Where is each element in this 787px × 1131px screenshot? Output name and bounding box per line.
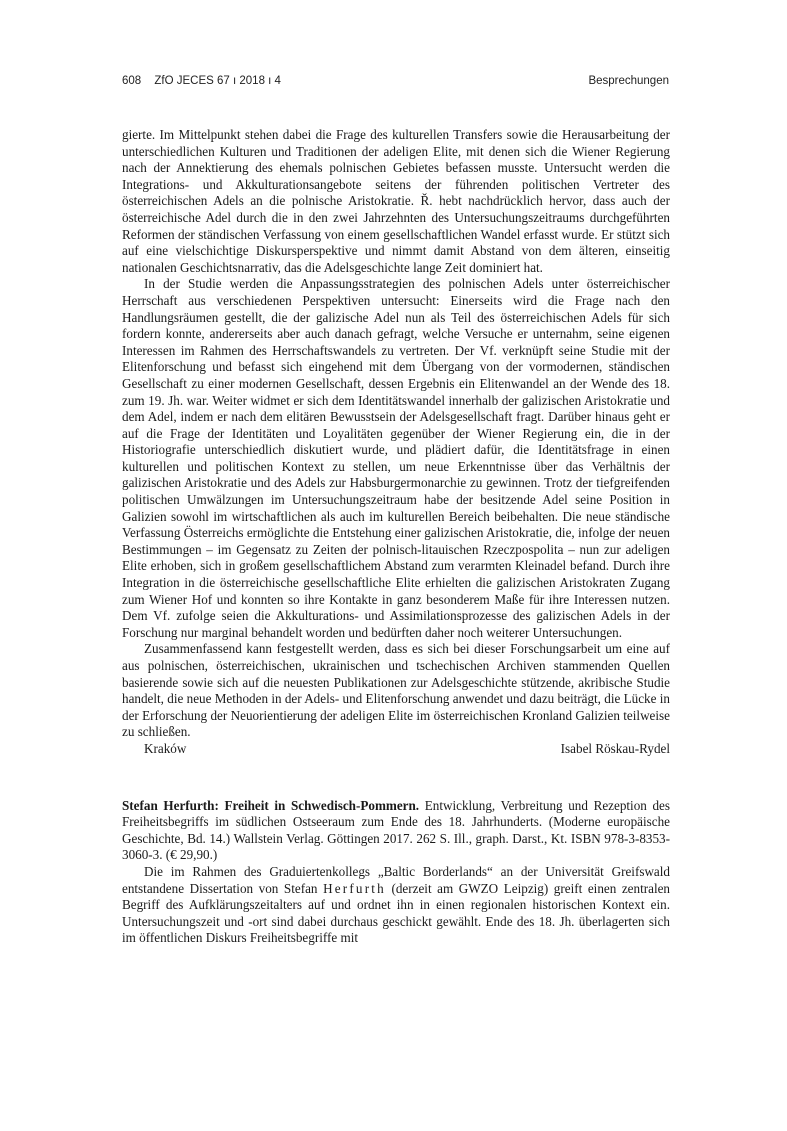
section-title: Besprechungen <box>588 75 669 87</box>
running-head <box>122 75 669 91</box>
paragraph-conclusion: Zusammenfassend kann festgestellt werden, dass es sich bei dieser Forschungsarbeit um eine auf aus polnischen, österreichischen, ukrainischen und tschechischen Archiven stammenden Quellen basierende sowie sich auf die neuesten Publikationen zur Adelsgeschichte stützende, akribische Studie handelt, die neue Methoden in der Adels- und Elitenforschung anwendet und dazu beiträgt, die Lücke in der Erforschung der Neuorientierung der adeligen Elite im österreichischen Kronland Galizien teilweise zu schließen. <box>122 641 670 740</box>
review-paragraph <box>122 864 670 947</box>
next-review <box>122 798 670 947</box>
review-signature <box>122 741 670 758</box>
page-number: 608 <box>122 75 142 87</box>
review-heading-details: Entwicklung, Verbreitung und Rezeption des Freiheitsbegriffs im südlichen Ostseeraum zum Ende des 18. Jahrhunderts. (Moderne europäische Geschichte, Bd. 14.) Wallstein Verlag. Göttingen 2017. 262 S. Ill., graph. Darst., Kt. ISBN 978-3-8353-3060-3. (€ 29,90.) <box>122 797 670 863</box>
review-text-start: Die im Rahmen des Graduiertenkollegs „Baltic Borderlands“ an der Universität Greifswald entstandene Dissertation von Stefan <box>122 863 670 896</box>
review-text-continued: (derzeit am GWZO Leipzig) greift einen zentralen Begriff des Aufklärungszeitalters auf und ordnet ihn in einen regionalen historischen Kontext ein. Untersuchungszeit und -ort sind dabei durchaus geschickt gewählt. Ende des 18. Jh. überlagerten sich im öffentlichen Diskurs Freiheitsbegriffe mit <box>122 880 670 946</box>
review-heading-author-title: Stefan Herfurth: Freiheit in Schwedisch-Pommern. <box>122 797 420 813</box>
spaced-author-name: Herfurth <box>323 880 386 896</box>
paragraph: In der Studie werden die Anpassungsstrategien des polnischen Adels unter österreichischer Herrschaft aus verschiedenen Perspektiven untersucht: Einerseits wird die Frage nach den Handlungsräumen gestellt, die der galizische Adel nun als Teil des österreichischen Adels für sich fordern konnte, andererseits aber auch danach gefragt, welche Versuche er unternahm, seine eigenen Interessen im Rahmen des Herrschaftswandels zu vertreten. Der Vf. verknüpft seine Studie mit der Elitenforschung und befasst sich eingehend mit dem Übergang von der vormodernen, ständischen Gesellschaft zu einer modernen Gesellschaft, dessen Ergebnis ein Elitenwandel an der Wende des 18. zum 19. Jh. war. Weiter widmet er sich dem Identitätswandel innerhalb der galizischen Aristokratie und dem Adel, indem er nach dem elitären Bewusstsein der Adelsgesellschaft fragt. Darüber hinaus geht er auf die Frage der Identitäten und Loyalitäten gegenüber der Wiener Regierung ein, die in der Historiografie unterschiedlich diskutiert wurde, und plädiert dafür, die Identitätsfrage in einen kulturellen und politischen Kontext zu stellen, um neue Erkenntnisse über das Verhältnis der galizischen Aristokratie und des Adels zur Habsburgermonarchie zu gewinnen. Trotz der tiefgreifenden politischen Umwälzungen im Untersuchungszeitraum habe der besitzende Adel seine Position in Galizien sowohl im wirtschaftlichen als auch im kulturellen Bereich beibehalten. Die neue ständische Verfassung Österreichs ermöglichte die Entstehung einer galizischen Aristokratie, die, infolge der neuen Bestimmungen – im Gegensatz zu Zeiten der polnisch-litauischen Rzeczpospolita – nun zur adeligen Elite erhoben, sich in großem gesellschaftlichem Abstand zum verarmten Kleinadel befand. Durch ihre Integration in die österreichische gesellschaftliche Elite erhielten die galizischen Aristokraten Zugang zum Wiener Hof und konnten so ihre Kontakte in ganz besonderem Maße für ihre Interessen nutzen. Dem Vf. zufolge seien die Akkulturations- und Assimilationsprozesse des galizischen Adels in der Forschung nur marginal behandelt worden und bedürften daher noch weiterer Untersuchungen. <box>122 276 670 640</box>
journal-title: ZfO JECES 67 ı 2018 ı 4 <box>154 75 281 87</box>
signature-place: Kraków <box>144 740 187 756</box>
reviewer-name: Isabel Röskau-Rydel <box>560 740 670 756</box>
running-head-left <box>122 75 291 87</box>
paragraph-continued: gierte. Im Mittelpunkt stehen dabei die Frage des kulturellen Transfers sowie die Herausarbeitung der unterschiedlichen Kulturen und Traditionen der adeligen Elite, mit denen sich die Wiener Regierung nach der Annektierung des ehemals polnischen Gebietes befassen musste. Untersucht werden die Integrations- und Akkulturationsangebote seitens der führenden politischen Vertreter des österreichischen Adels an die polnische Aristokratie. Ř. hebt nachdrücklich hervor, dass auch der österreichische Adel durch die in den zwei Jahrzehnten des Untersuchungszeitraums durchgeführten Reformen der ständischen Verfassung von einem gesellschaftlichen Wandel erfasst wurde. Er stützt sich auf eine vielschichtige Diskursperspektive und nimmt damit Abstand von dem älteren, einseitig nationalen Geschichtsnarrativ, das die Adelsgeschichte lange Zeit dominiert hat. <box>122 127 670 275</box>
article-body <box>122 127 670 947</box>
review-heading <box>122 798 670 864</box>
